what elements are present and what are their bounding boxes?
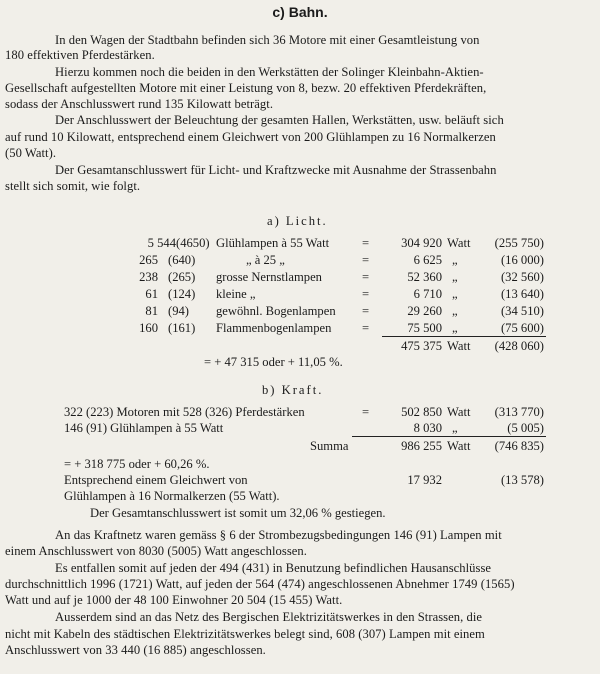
row-unit: Watt — [447, 236, 471, 250]
row-prev-value: (255 750) — [494, 236, 544, 250]
intro-line: sodass der Anschlusswert rund 135 Kilowatt beträgt. — [5, 97, 274, 111]
row-unit: „ — [452, 287, 458, 301]
row-value: 8 030 — [413, 421, 442, 435]
row-unit: „ — [452, 421, 458, 435]
row-prev-value: (13 640) — [500, 287, 544, 301]
row-unit: Watt — [447, 405, 471, 419]
row-prev-value: (5 005) — [507, 421, 544, 435]
row-equals: = — [362, 321, 370, 335]
intro-line: Der Gesamtanschlusswert für Licht- und Kraftzwecke mit Ausnahme der Strassenbahn — [55, 163, 497, 177]
equiv-line: Entsprechend einem Gleichwert von — [64, 473, 248, 487]
row-count: 238 — [139, 270, 158, 284]
row-count: 81 — [145, 304, 158, 318]
row-equals: = — [362, 405, 370, 419]
row-unit: „ — [452, 270, 458, 284]
intro-line: auf rund 10 Kilowatt, entsprechend einem Gleichwert von 200 Glühlampen zu 16 Normalkerzen — [5, 130, 496, 144]
sum-rule — [352, 436, 546, 437]
row-equals: = — [362, 253, 370, 267]
row-description: 146 (91) Glühlampen à 55 Watt — [64, 421, 224, 435]
row-prev-count: (265) — [168, 270, 196, 284]
row-equals: = — [362, 270, 370, 284]
intro-line: (50 Watt). — [5, 146, 57, 160]
intro-line: Gesellschaft aufgestellten Motore mit einer Leistung von 8, bezw. 20 effektiven Pferdekräften, — [5, 81, 487, 95]
row-equals: = — [362, 287, 370, 301]
row-count: 5 544 — [147, 236, 176, 250]
row-description: Glühlampen à 55 Watt — [216, 236, 330, 250]
row-prev-count: (4650) — [176, 236, 210, 250]
row-description: kleine „ — [216, 287, 256, 301]
intro-line: Hierzu kommen noch die beiden in den Werkstätten der Solinger Kleinbahn-Aktien- — [55, 65, 484, 79]
row-description: 322 (223) Motoren mit 528 (326) Pferdestärken — [64, 405, 305, 419]
row-unit: „ — [452, 253, 458, 267]
summa-prev-value: (746 835) — [494, 439, 544, 453]
closing-line: nicht mit Kabeln des städtischen Elektrizitätswerkes belegt sind, 608 (307) Lampen mit einem — [5, 627, 485, 641]
total-unit: Watt — [447, 339, 471, 353]
licht-title: a) Licht. — [267, 214, 328, 228]
equiv-line: Glühlampen à 16 Normalkerzen (55 Watt). — [64, 489, 280, 503]
row-value: 52 360 — [407, 270, 442, 284]
kraft-summary: Der Gesamtanschlusswert ist somit um 32,06 % gestiegen. — [90, 506, 386, 520]
total-value: 475 375 — [401, 339, 442, 353]
row-count: 160 — [139, 321, 158, 335]
row-description: grosse Nernstlampen — [216, 270, 322, 284]
row-prev-value: (75 600) — [500, 321, 544, 335]
row-value: 6 625 — [413, 253, 442, 267]
intro-line: 180 effektiven Pferdestärken. — [5, 48, 155, 62]
row-value: 75 500 — [407, 321, 442, 335]
closing-line: Anschlusswert von 33 440 (16 885) angeschlossen. — [5, 643, 266, 657]
row-prev-count: (640) — [168, 253, 196, 267]
row-value: 29 260 — [407, 304, 442, 318]
row-count: 61 — [145, 287, 158, 301]
row-unit: „ — [452, 321, 458, 335]
row-prev-value: (16 000) — [500, 253, 544, 267]
equiv-value: 17 932 — [407, 473, 442, 487]
row-description: Flammenbogenlampen — [216, 321, 332, 335]
closing-line: Watt und auf je 1000 der 48 100 Einwohner 20 504 (15 455) Watt. — [5, 593, 343, 607]
row-prev-count: (124) — [168, 287, 196, 301]
row-count: 265 — [139, 253, 158, 267]
row-prev-count: (161) — [168, 321, 196, 335]
row-equals: = — [362, 304, 370, 318]
row-prev-count: (94) — [168, 304, 189, 318]
summa-unit: Watt — [447, 439, 471, 453]
intro-line: Der Anschlusswert der Beleuchtung der gesamten Hallen, Werkstätten, usw. beläuft sich — [55, 113, 504, 127]
row-value: 502 850 — [401, 405, 442, 419]
section-heading: c) Bahn. — [272, 4, 328, 20]
row-equals: = — [362, 236, 370, 250]
row-value: 6 710 — [413, 287, 442, 301]
summa-value: 986 255 — [401, 439, 442, 453]
kraft-title: b) Kraft. — [262, 383, 324, 397]
intro-line: In den Wagen der Stadtbahn befinden sich 36 Motore mit einer Gesamtleistung von — [55, 33, 480, 47]
row-prev-value: (34 510) — [500, 304, 544, 318]
intro-line: stellt sich somit, wie folgt. — [5, 179, 141, 193]
row-prev-value: (32 560) — [500, 270, 544, 284]
row-prev-value: (313 770) — [494, 405, 544, 419]
row-description: „ à 25 „ — [246, 253, 285, 267]
kraft-increase: = + 318 775 oder + 60,26 %. — [64, 457, 210, 471]
closing-line: An das Kraftnetz waren gemäss § 6 der Strombezugsbedingungen 146 (91) Lampen mit — [55, 528, 502, 542]
row-value: 304 920 — [401, 236, 442, 250]
closing-line: einem Anschlusswert von 8030 (5005) Watt angeschlossen. — [5, 544, 307, 558]
equiv-prev-value: (13 578) — [500, 473, 544, 487]
row-description: gewöhnl. Bogenlampen — [216, 304, 336, 318]
licht-increase: = + 47 315 oder + 11,05 %. — [204, 355, 343, 369]
sum-rule — [382, 336, 546, 337]
total-prev-value: (428 060) — [494, 339, 544, 353]
closing-line: Es entfallen somit auf jeden der 494 (431) in Benutzung befindlichen Hausanschlüsse — [55, 561, 492, 575]
closing-line: durchschnittlich 1996 (1721) Watt, auf jeden der 564 (474) angeschlossenen Abnehmer 1749 (1565) — [5, 577, 515, 591]
row-unit: „ — [452, 304, 458, 318]
closing-line: Ausserdem sind an das Netz des Bergischen Elektrizitätswerkes in den Strassen, die — [55, 610, 483, 624]
summa-label: Summa — [310, 439, 349, 453]
